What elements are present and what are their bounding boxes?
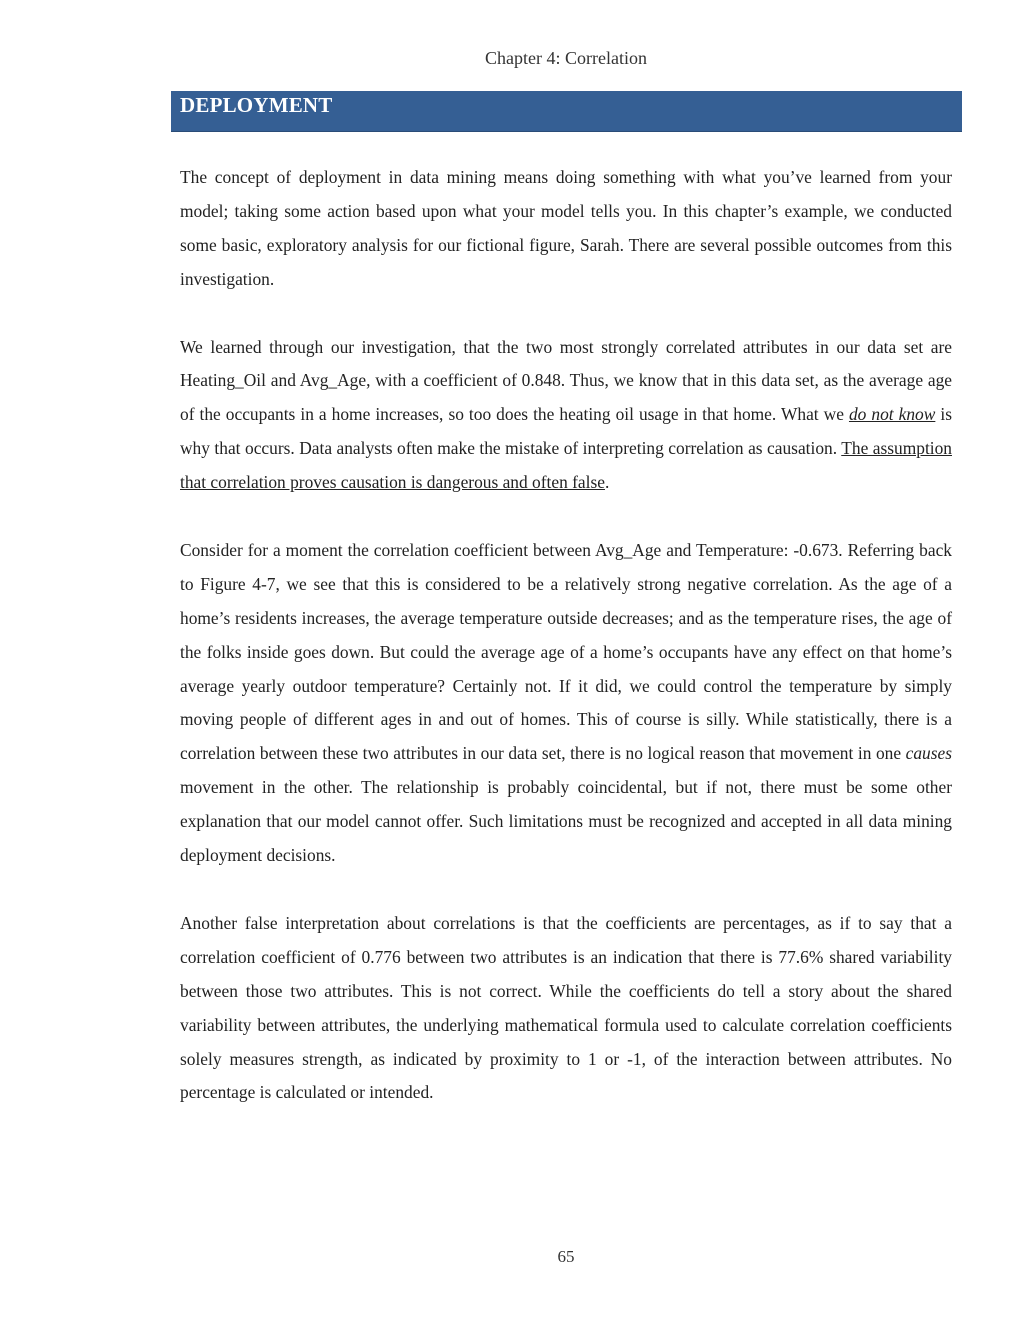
page-number: 65 <box>557 1247 575 1266</box>
paragraph-2-text-a: We learned through our investigation, that the two most strongly correlated attributes in our data set are Heating_Oil and Avg_Age, with a coefficient of 0.848. Thus, we know that in this data set, as the average age of the occupants in a home increases, so too does the heating oil usage in that home. What we <box>180 336 952 425</box>
section-title: DEPLOYMENT <box>180 93 333 117</box>
emphasis-causes: causes <box>905 743 952 764</box>
section-heading-bar <box>171 91 962 132</box>
emphasis-do-not-know: do not know <box>848 404 936 425</box>
paragraph-2-text-e: . <box>604 472 610 493</box>
paragraph-3 <box>180 534 952 873</box>
emphasis-causation-warning: The assumption that correlation proves causation is dangerous and often false <box>180 438 952 493</box>
paragraph-3-text-c: movement in the other. The relationship is probably coincidental, but if not, there must be some other explanation that our model cannot offer. Such limitations must be recognized and accepted in all data mining deployment decisions. <box>180 777 952 866</box>
running-header: Chapter 4: Correlation <box>485 48 647 68</box>
body-text <box>180 161 952 1144</box>
paragraph-2 <box>180 331 952 501</box>
paragraph-4: Another false interpretation about correlations is that the coefficients are percentages, as if to say that a correlation coefficient of 0.776 between two attributes is an indication that there is 77.6% shared variability between those two attributes. This is not correct. While the coefficients do tell a story about the shared variability between attributes, the underlying mathematical formula used to calculate correlation coefficients solely measures strength, as indicated by proximity to 1 or -1, of the interaction between attributes. No percentage is calculated or intended. <box>180 912 952 1103</box>
paragraph-1: The concept of deployment in data mining means doing something with what you’ve learned from your model; taking some action based upon what your model tells you. In this chapter’s example, we conducted some basic, exploratory analysis for our fictional figure, Sarah. There are several possible outcomes from this investigation. <box>180 167 952 289</box>
paragraph-2-text-c: is why that occurs. Data analysts often make the mistake of interpreting correlation as causation. <box>180 404 952 459</box>
paragraph-3-text-a: Consider for a moment the correlation coefficient between Avg_Age and Temperature: -0.673. Referring back to Figure 4-7, we see that this is considered to be a relatively strong negative correlation. As the age of a home’s residents increases, the average temperature outside decreases; and as the temperature rises, the age of the folks inside goes down. But could the average age of a home’s occupants have any effect on that home’s average yearly outdoor temperature? Certainly not. If it did, we could control the temperature by simply moving people of different ages in and out of homes. This of course is silly. While statistically, there is a correlation between these two attributes in our data set, there is no logical reason that movement in one <box>180 539 952 764</box>
